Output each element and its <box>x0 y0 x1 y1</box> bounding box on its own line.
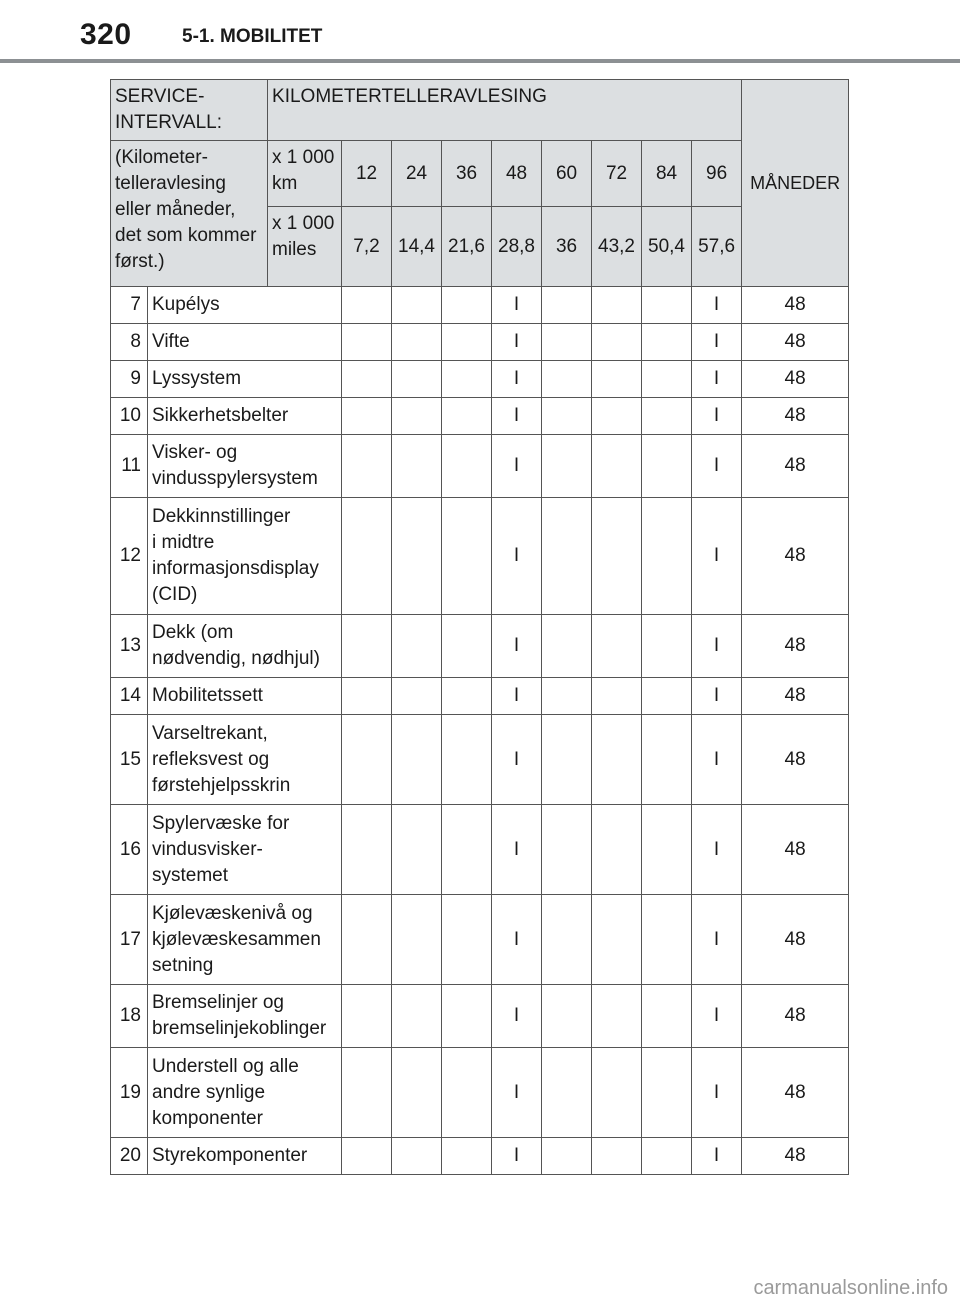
item-number: 7 <box>111 287 148 324</box>
service-interval-label: SERVICE- INTERVALL: <box>111 80 268 141</box>
inspection-mark <box>642 287 692 324</box>
inspection-mark <box>542 398 592 435</box>
inspection-mark <box>342 498 392 615</box>
inspection-mark: I <box>692 895 742 985</box>
item-name: Styrekomponenter <box>148 1138 342 1175</box>
inspection-mark <box>542 1138 592 1175</box>
item-name: Mobilitetssett <box>148 678 342 715</box>
inspection-mark <box>442 615 492 678</box>
inspection-mark <box>592 715 642 805</box>
item-name: Understell og alle andre synlige komponenter <box>148 1048 342 1138</box>
inspection-mark <box>642 615 692 678</box>
inspection-mark <box>442 805 492 895</box>
inspection-mark: I <box>692 435 742 498</box>
inspection-mark: I <box>492 1138 542 1175</box>
inspection-mark <box>342 985 392 1048</box>
interval-note: (Kilometer- telleravlesing eller måneder, det som kommer først.) <box>111 141 268 287</box>
table-row <box>111 398 849 435</box>
inspection-mark: I <box>692 498 742 615</box>
months-value: 48 <box>742 805 849 895</box>
inspection-mark <box>392 498 442 615</box>
inspection-mark: I <box>692 678 742 715</box>
inspection-mark <box>542 615 592 678</box>
inspection-mark <box>442 678 492 715</box>
page-header <box>0 0 960 64</box>
odometer-label: KILOMETERTELLERAVLESING <box>268 80 742 141</box>
inspection-mark: I <box>492 361 542 398</box>
inspection-mark <box>642 895 692 985</box>
item-number: 13 <box>111 615 148 678</box>
km-value-cell: 72 <box>592 141 642 207</box>
table-row <box>111 985 849 1048</box>
item-number: 12 <box>111 498 148 615</box>
months-value: 48 <box>742 1048 849 1138</box>
inspection-mark <box>392 1138 442 1175</box>
inspection-mark <box>342 895 392 985</box>
miles-value-cell: 43,2 <box>592 207 642 287</box>
inspection-mark <box>442 287 492 324</box>
inspection-mark: I <box>492 287 542 324</box>
inspection-mark <box>442 1048 492 1138</box>
inspection-mark: I <box>492 324 542 361</box>
months-value: 48 <box>742 287 849 324</box>
inspection-mark <box>392 398 442 435</box>
header-divider <box>0 59 960 63</box>
inspection-mark <box>542 324 592 361</box>
table-row <box>111 615 849 678</box>
table-row <box>111 1138 849 1175</box>
months-value: 48 <box>742 715 849 805</box>
item-number: 16 <box>111 805 148 895</box>
miles-value-cell: 50,4 <box>642 207 692 287</box>
item-name: Dekkinnstillinger i midtre informasjonsdisplay (CID) <box>148 498 342 615</box>
inspection-mark <box>642 805 692 895</box>
inspection-mark <box>392 985 442 1048</box>
item-number: 14 <box>111 678 148 715</box>
table-row <box>111 498 849 615</box>
km-value-cell: 36 <box>442 141 492 207</box>
inspection-mark <box>642 435 692 498</box>
inspection-mark <box>392 895 442 985</box>
inspection-mark <box>342 715 392 805</box>
inspection-mark <box>342 678 392 715</box>
inspection-mark: I <box>692 1048 742 1138</box>
months-value: 48 <box>742 498 849 615</box>
item-number: 9 <box>111 361 148 398</box>
item-number: 17 <box>111 895 148 985</box>
inspection-mark: I <box>492 1048 542 1138</box>
inspection-mark <box>392 678 442 715</box>
inspection-mark <box>642 498 692 615</box>
item-number: 19 <box>111 1048 148 1138</box>
table-row <box>111 678 849 715</box>
table-row <box>111 361 849 398</box>
inspection-mark: I <box>692 715 742 805</box>
inspection-mark <box>642 985 692 1048</box>
inspection-mark <box>342 324 392 361</box>
item-number: 18 <box>111 985 148 1048</box>
inspection-mark: I <box>692 324 742 361</box>
inspection-mark <box>442 1138 492 1175</box>
inspection-mark <box>642 361 692 398</box>
inspection-mark <box>592 398 642 435</box>
inspection-mark: I <box>492 615 542 678</box>
miles-value-cell: 7,2 <box>342 207 392 287</box>
miles-unit: x 1 000 miles <box>268 207 342 287</box>
table-row <box>111 324 849 361</box>
inspection-mark <box>642 1138 692 1175</box>
inspection-mark <box>442 324 492 361</box>
inspection-mark <box>392 324 442 361</box>
miles-value-cell: 28,8 <box>492 207 542 287</box>
item-name: Kupélys <box>148 287 342 324</box>
inspection-mark: I <box>692 805 742 895</box>
item-name: Kjølevæskenivå og kjølevæskesammen setning <box>148 895 342 985</box>
section-title: 5-1. MOBILITET <box>182 26 323 47</box>
km-value-cell: 84 <box>642 141 692 207</box>
inspection-mark <box>592 805 642 895</box>
miles-value-cell: 57,6 <box>692 207 742 287</box>
item-name: Sikkerhetsbelter <box>148 398 342 435</box>
inspection-mark <box>342 287 392 324</box>
months-value: 48 <box>742 678 849 715</box>
inspection-mark <box>392 615 442 678</box>
inspection-mark <box>542 678 592 715</box>
inspection-mark <box>542 715 592 805</box>
inspection-mark: I <box>492 715 542 805</box>
inspection-mark <box>392 287 442 324</box>
inspection-mark <box>592 615 642 678</box>
months-value: 48 <box>742 324 849 361</box>
inspection-mark <box>442 985 492 1048</box>
inspection-mark: I <box>692 1138 742 1175</box>
item-name: Vifte <box>148 324 342 361</box>
inspection-mark <box>392 361 442 398</box>
km-value-cell: 24 <box>392 141 442 207</box>
km-unit: x 1 000 km <box>268 141 342 207</box>
inspection-mark <box>592 435 642 498</box>
inspection-mark <box>592 678 642 715</box>
miles-value-cell: 21,6 <box>442 207 492 287</box>
inspection-mark <box>392 805 442 895</box>
table-row <box>111 805 849 895</box>
inspection-mark <box>542 361 592 398</box>
inspection-mark: I <box>692 361 742 398</box>
inspection-mark <box>392 715 442 805</box>
item-number: 20 <box>111 1138 148 1175</box>
page-number: 320 <box>80 18 132 51</box>
inspection-mark <box>342 615 392 678</box>
inspection-mark <box>542 498 592 615</box>
inspection-mark: I <box>492 985 542 1048</box>
inspection-mark: I <box>492 498 542 615</box>
inspection-mark <box>592 1138 642 1175</box>
inspection-mark <box>542 435 592 498</box>
inspection-mark <box>542 287 592 324</box>
inspection-mark <box>392 435 442 498</box>
inspection-mark <box>342 1048 392 1138</box>
inspection-mark: I <box>492 805 542 895</box>
inspection-mark <box>542 1048 592 1138</box>
inspection-mark <box>592 895 642 985</box>
inspection-mark <box>642 715 692 805</box>
inspection-mark <box>442 398 492 435</box>
inspection-mark <box>592 498 642 615</box>
inspection-mark: I <box>492 678 542 715</box>
inspection-mark <box>392 1048 442 1138</box>
item-name: Spylervæske for vindusvisker- systemet <box>148 805 342 895</box>
inspection-mark <box>592 324 642 361</box>
inspection-mark: I <box>692 985 742 1048</box>
inspection-mark <box>342 361 392 398</box>
inspection-mark <box>592 985 642 1048</box>
inspection-mark <box>642 398 692 435</box>
miles-value-cell: 14,4 <box>392 207 442 287</box>
item-name: Visker- og vindusspylersystem <box>148 435 342 498</box>
inspection-mark <box>642 324 692 361</box>
km-value-cell: 60 <box>542 141 592 207</box>
months-label: MÅNEDER <box>742 80 849 287</box>
inspection-mark <box>542 805 592 895</box>
inspection-mark <box>542 985 592 1048</box>
inspection-mark: I <box>492 895 542 985</box>
inspection-mark <box>542 895 592 985</box>
inspection-mark <box>592 1048 642 1138</box>
inspection-mark: I <box>692 287 742 324</box>
miles-value-cell: 36 <box>542 207 592 287</box>
table-row <box>111 1048 849 1138</box>
inspection-mark: I <box>692 398 742 435</box>
inspection-mark <box>442 435 492 498</box>
km-value-cell: 48 <box>492 141 542 207</box>
table-row <box>111 287 849 324</box>
months-value: 48 <box>742 361 849 398</box>
item-name: Varseltrekant, refleksvest og førstehjelpsskrin <box>148 715 342 805</box>
inspection-mark <box>442 361 492 398</box>
months-value: 48 <box>742 1138 849 1175</box>
table-row <box>111 435 849 498</box>
inspection-mark: I <box>692 615 742 678</box>
inspection-mark <box>442 498 492 615</box>
months-value: 48 <box>742 985 849 1048</box>
item-number: 8 <box>111 324 148 361</box>
months-value: 48 <box>742 895 849 985</box>
months-value: 48 <box>742 398 849 435</box>
service-interval-table <box>110 79 849 1175</box>
item-number: 10 <box>111 398 148 435</box>
item-number: 11 <box>111 435 148 498</box>
inspection-mark <box>342 805 392 895</box>
inspection-mark <box>442 715 492 805</box>
inspection-mark <box>342 398 392 435</box>
inspection-mark <box>592 361 642 398</box>
months-value: 48 <box>742 615 849 678</box>
inspection-mark <box>592 287 642 324</box>
inspection-mark <box>342 1138 392 1175</box>
item-name: Lyssystem <box>148 361 342 398</box>
inspection-mark: I <box>492 435 542 498</box>
inspection-mark <box>642 1048 692 1138</box>
inspection-mark <box>342 435 392 498</box>
km-value-cell: 96 <box>692 141 742 207</box>
inspection-mark <box>642 678 692 715</box>
inspection-mark: I <box>492 398 542 435</box>
table-row <box>111 895 849 985</box>
item-name: Bremselinjer og bremselinjekoblinger <box>148 985 342 1048</box>
item-name: Dekk (om nødvendig, nødhjul) <box>148 615 342 678</box>
table-row <box>111 715 849 805</box>
item-number: 15 <box>111 715 148 805</box>
inspection-mark <box>442 895 492 985</box>
months-value: 48 <box>742 435 849 498</box>
km-value-cell: 12 <box>342 141 392 207</box>
watermark: carmanualsonline.info <box>753 1277 948 1299</box>
